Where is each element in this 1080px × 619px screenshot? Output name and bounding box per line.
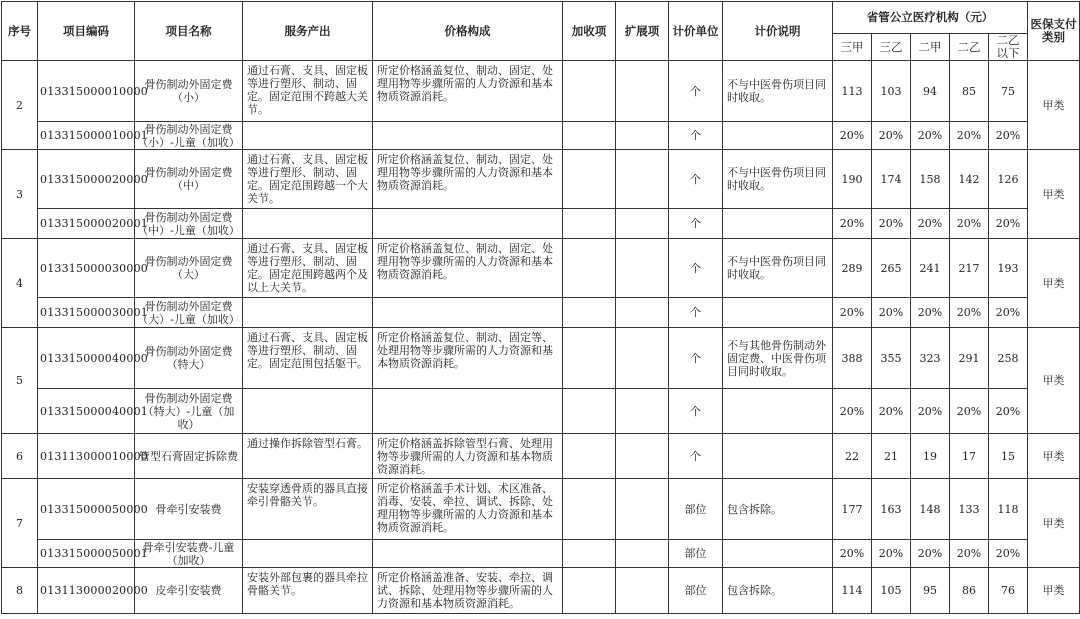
seq-cell: 7	[2, 479, 38, 568]
price-composition-cell: 所定价格涵盖准备、安装、牵拉、调试、拆除、处理用物等步骤所需的人力资源和基本物质资源消耗。	[373, 568, 563, 614]
ext-item-cell	[616, 298, 669, 328]
price-cell-2: 19	[911, 434, 950, 479]
header-ext-item: 扩展项	[616, 2, 669, 61]
code-cell: 013315000030000	[38, 239, 135, 298]
table-row	[2, 209, 1080, 239]
header-seq: 序号	[2, 2, 38, 61]
price-cell-2: 20%	[911, 209, 950, 239]
price-cell-2: 158	[911, 150, 950, 209]
name-cell: 管型石膏固定拆除费	[135, 434, 243, 479]
output-cell: 通过石膏、支具、固定板等进行塑形、制动、固定。固定范围跨越两个及以上大关节。	[243, 239, 373, 298]
note-cell: 不与其他骨伤制动外固定费、中医骨伤项目同时收取。	[723, 328, 833, 389]
price-composition-cell	[373, 209, 563, 239]
add-item-cell	[563, 209, 616, 239]
name-cell: 骨伤制动外固定费（中）	[135, 150, 243, 209]
price-cell-2: 323	[911, 328, 950, 389]
name-cell: 骨牵引安装费-儿童（加收）	[135, 540, 243, 568]
price-cell-4: 20%	[989, 122, 1028, 150]
output-cell: 通过操作拆除管型石膏。	[243, 434, 373, 479]
code-cell: 013113000020000	[38, 568, 135, 614]
ext-item-cell	[616, 209, 669, 239]
code-cell: 013315000050000	[38, 479, 135, 540]
add-item-cell	[563, 298, 616, 328]
price-cell-1: 163	[872, 479, 911, 540]
add-item-cell	[563, 434, 616, 479]
table-row	[2, 389, 1080, 434]
seq-cell: 3	[2, 150, 38, 239]
price-cell-1: 103	[872, 61, 911, 122]
ext-item-cell	[616, 568, 669, 614]
header-level-3: 二乙	[950, 34, 989, 61]
ext-item-cell	[616, 328, 669, 389]
output-cell: 通过石膏、支具、固定板等进行塑形、制动、固定。固定范围不跨越大关节。	[243, 61, 373, 122]
price-composition-cell	[373, 298, 563, 328]
ext-item-cell	[616, 150, 669, 209]
price-cell-4: 118	[989, 479, 1028, 540]
ext-item-cell	[616, 540, 669, 568]
price-composition-cell: 所定价格涵盖复位、制动、固定、处理用物等步骤所需的人力资源和基本物质资源消耗。	[373, 150, 563, 209]
price-cell-1: 20%	[872, 389, 911, 434]
table-row	[2, 122, 1080, 150]
code-cell: 013315000030001	[38, 298, 135, 328]
price-cell-2: 241	[911, 239, 950, 298]
price-composition-cell	[373, 540, 563, 568]
header-price-composition: 价格构成	[373, 2, 563, 61]
table-row	[2, 479, 1080, 540]
price-cell-0: 388	[833, 328, 872, 389]
insurance-cell: 甲类	[1028, 61, 1080, 150]
price-cell-3: 217	[950, 239, 989, 298]
price-composition-cell	[373, 389, 563, 434]
table-row	[2, 239, 1080, 298]
price-cell-3: 291	[950, 328, 989, 389]
table-body	[2, 61, 1080, 614]
price-cell-4: 76	[989, 568, 1028, 614]
price-cell-4: 126	[989, 150, 1028, 209]
header-code: 项目编码	[38, 2, 135, 61]
price-cell-0: 177	[833, 479, 872, 540]
price-cell-4: 193	[989, 239, 1028, 298]
note-cell	[723, 540, 833, 568]
unit-cell: 部位	[669, 540, 723, 568]
price-composition-cell: 所定价格涵盖复位、制动、固定等、处理用物等步骤所需的人力资源和基本物质资源消耗。	[373, 328, 563, 389]
table-header	[2, 2, 1080, 61]
price-cell-0: 190	[833, 150, 872, 209]
note-cell: 包含拆除。	[723, 479, 833, 540]
header-level-0: 三甲	[833, 34, 872, 61]
header-output: 服务产出	[243, 2, 373, 61]
code-cell: 013315000020001	[38, 209, 135, 239]
price-cell-2: 94	[911, 61, 950, 122]
price-cell-1: 265	[872, 239, 911, 298]
add-item-cell	[563, 239, 616, 298]
note-cell: 不与中医骨伤项目同时收取。	[723, 239, 833, 298]
note-cell	[723, 298, 833, 328]
add-item-cell	[563, 479, 616, 540]
unit-cell: 个	[669, 434, 723, 479]
price-cell-4: 75	[989, 61, 1028, 122]
header-institution: 省管公立医疗机构（元）	[833, 2, 1028, 34]
name-cell: 骨伤制动外固定费（特大）-儿童（加收）	[135, 389, 243, 434]
header-unit: 计价单位	[669, 2, 723, 61]
unit-cell: 个	[669, 150, 723, 209]
seq-cell: 2	[2, 61, 38, 150]
price-cell-0: 20%	[833, 122, 872, 150]
name-cell: 骨伤制动外固定费（小）-儿童（加收）	[135, 122, 243, 150]
header-insurance: 医保支付类别	[1028, 2, 1080, 61]
insurance-cell: 甲类	[1028, 150, 1080, 239]
price-cell-0: 20%	[833, 389, 872, 434]
header-level-4: 二乙以下	[989, 34, 1028, 61]
table-row	[2, 150, 1080, 209]
output-cell	[243, 122, 373, 150]
price-cell-0: 20%	[833, 298, 872, 328]
header-level-2: 二甲	[911, 34, 950, 61]
price-cell-1: 105	[872, 568, 911, 614]
price-cell-2: 20%	[911, 122, 950, 150]
output-cell	[243, 540, 373, 568]
add-item-cell	[563, 540, 616, 568]
table-row	[2, 540, 1080, 568]
ext-item-cell	[616, 239, 669, 298]
price-cell-2: 148	[911, 479, 950, 540]
price-cell-0: 20%	[833, 209, 872, 239]
code-cell: 013315000040000	[38, 328, 135, 389]
table-row	[2, 328, 1080, 389]
price-composition-cell	[373, 122, 563, 150]
price-cell-3: 20%	[950, 298, 989, 328]
name-cell: 骨伤制动外固定费（大）	[135, 239, 243, 298]
price-cell-4: 20%	[989, 298, 1028, 328]
price-composition-cell: 所定价格涵盖手术计划、术区准备、消毒、安装、牵拉、调试、拆除、处理用物等步骤所需的人力资源和基本物质资源消耗。	[373, 479, 563, 540]
price-cell-1: 20%	[872, 209, 911, 239]
price-cell-3: 20%	[950, 389, 989, 434]
table-row	[2, 298, 1080, 328]
add-item-cell	[563, 61, 616, 122]
unit-cell: 个	[669, 122, 723, 150]
unit-cell: 个	[669, 209, 723, 239]
name-cell: 骨伤制动外固定费（特大）	[135, 328, 243, 389]
unit-cell: 个	[669, 61, 723, 122]
output-cell: 通过石膏、支具、固定板等进行塑形、制动、固定。固定范围跨越一个大关节。	[243, 150, 373, 209]
price-cell-1: 20%	[872, 298, 911, 328]
output-cell: 通过石膏、支具、固定板等进行塑形、制动、固定。固定范围包括躯干。	[243, 328, 373, 389]
unit-cell: 个	[669, 328, 723, 389]
price-cell-1: 174	[872, 150, 911, 209]
price-cell-0: 22	[833, 434, 872, 479]
ext-item-cell	[616, 389, 669, 434]
name-cell: 骨伤制动外固定费（大）-儿童（加收）	[135, 298, 243, 328]
price-cell-3: 20%	[950, 540, 989, 568]
note-cell: 包含拆除。	[723, 568, 833, 614]
price-cell-1: 21	[872, 434, 911, 479]
price-cell-0: 114	[833, 568, 872, 614]
price-cell-4: 15	[989, 434, 1028, 479]
price-composition-cell: 所定价格涵盖复位、制动、固定、处理用物等步骤所需的人力资源和基本物质资源消耗。	[373, 61, 563, 122]
note-cell	[723, 389, 833, 434]
add-item-cell	[563, 122, 616, 150]
price-cell-3: 85	[950, 61, 989, 122]
price-cell-2: 95	[911, 568, 950, 614]
note-cell: 不与中医骨伤项目同时收取。	[723, 61, 833, 122]
unit-cell: 个	[669, 389, 723, 434]
header-add-item: 加收项	[563, 2, 616, 61]
add-item-cell	[563, 568, 616, 614]
code-cell: 013315000020000	[38, 150, 135, 209]
note-cell: 不与中医骨伤项目同时收取。	[723, 150, 833, 209]
add-item-cell	[563, 150, 616, 209]
note-cell	[723, 434, 833, 479]
price-cell-1: 20%	[872, 540, 911, 568]
price-cell-3: 20%	[950, 209, 989, 239]
code-cell: 013315000010000	[38, 61, 135, 122]
name-cell: 骨伤制动外固定费（小）	[135, 61, 243, 122]
note-cell	[723, 209, 833, 239]
price-cell-3: 20%	[950, 122, 989, 150]
unit-cell: 部位	[669, 568, 723, 614]
price-cell-1: 355	[872, 328, 911, 389]
name-cell: 骨伤制动外固定费（中）-儿童（加收）	[135, 209, 243, 239]
unit-cell: 部位	[669, 479, 723, 540]
header-name: 项目名称	[135, 2, 243, 61]
price-composition-cell: 所定价格涵盖拆除管型石膏、处理用物等步骤所需的人力资源和基本物质资源消耗。	[373, 434, 563, 479]
price-cell-0: 113	[833, 61, 872, 122]
price-cell-0: 20%	[833, 540, 872, 568]
price-cell-2: 20%	[911, 298, 950, 328]
price-cell-4: 258	[989, 328, 1028, 389]
ext-item-cell	[616, 61, 669, 122]
price-cell-2: 20%	[911, 540, 950, 568]
insurance-cell: 甲类	[1028, 479, 1080, 568]
add-item-cell	[563, 389, 616, 434]
output-cell	[243, 298, 373, 328]
output-cell: 安装穿透骨质的器具直接牵引骨骼关节。	[243, 479, 373, 540]
price-cell-0: 289	[833, 239, 872, 298]
output-cell	[243, 209, 373, 239]
code-cell: 013315000040001	[38, 389, 135, 434]
table-row	[2, 434, 1080, 479]
output-cell	[243, 389, 373, 434]
insurance-cell: 甲类	[1028, 328, 1080, 434]
name-cell: 皮牵引安装费	[135, 568, 243, 614]
price-cell-4: 20%	[989, 389, 1028, 434]
price-cell-3: 133	[950, 479, 989, 540]
seq-cell: 6	[2, 434, 38, 479]
add-item-cell	[563, 328, 616, 389]
ext-item-cell	[616, 479, 669, 540]
table-row	[2, 61, 1080, 122]
code-cell: 013315000010001	[38, 122, 135, 150]
name-cell: 骨牵引安装费	[135, 479, 243, 540]
price-cell-3: 142	[950, 150, 989, 209]
price-cell-1: 20%	[872, 122, 911, 150]
price-cell-2: 20%	[911, 389, 950, 434]
insurance-cell: 甲类	[1028, 568, 1080, 614]
unit-cell: 个	[669, 239, 723, 298]
seq-cell: 5	[2, 328, 38, 434]
insurance-cell: 甲类	[1028, 434, 1080, 479]
ext-item-cell	[616, 434, 669, 479]
table-row	[2, 568, 1080, 614]
seq-cell: 8	[2, 568, 38, 614]
price-cell-3: 86	[950, 568, 989, 614]
code-cell: 013315000050001	[38, 540, 135, 568]
header-note: 计价说明	[723, 2, 833, 61]
price-composition-cell: 所定价格涵盖复位、制动、固定、处理用物等步骤所需的人力资源和基本物质资源消耗。	[373, 239, 563, 298]
output-cell: 安装外部包裹的器具牵拉骨骼关节。	[243, 568, 373, 614]
pricing-table	[1, 1, 1080, 614]
header-level-1: 三乙	[872, 34, 911, 61]
price-cell-3: 17	[950, 434, 989, 479]
price-cell-4: 20%	[989, 540, 1028, 568]
code-cell: 013113000010000	[38, 434, 135, 479]
insurance-cell: 甲类	[1028, 239, 1080, 328]
seq-cell: 4	[2, 239, 38, 328]
ext-item-cell	[616, 122, 669, 150]
note-cell	[723, 122, 833, 150]
unit-cell: 个	[669, 298, 723, 328]
price-cell-4: 20%	[989, 209, 1028, 239]
